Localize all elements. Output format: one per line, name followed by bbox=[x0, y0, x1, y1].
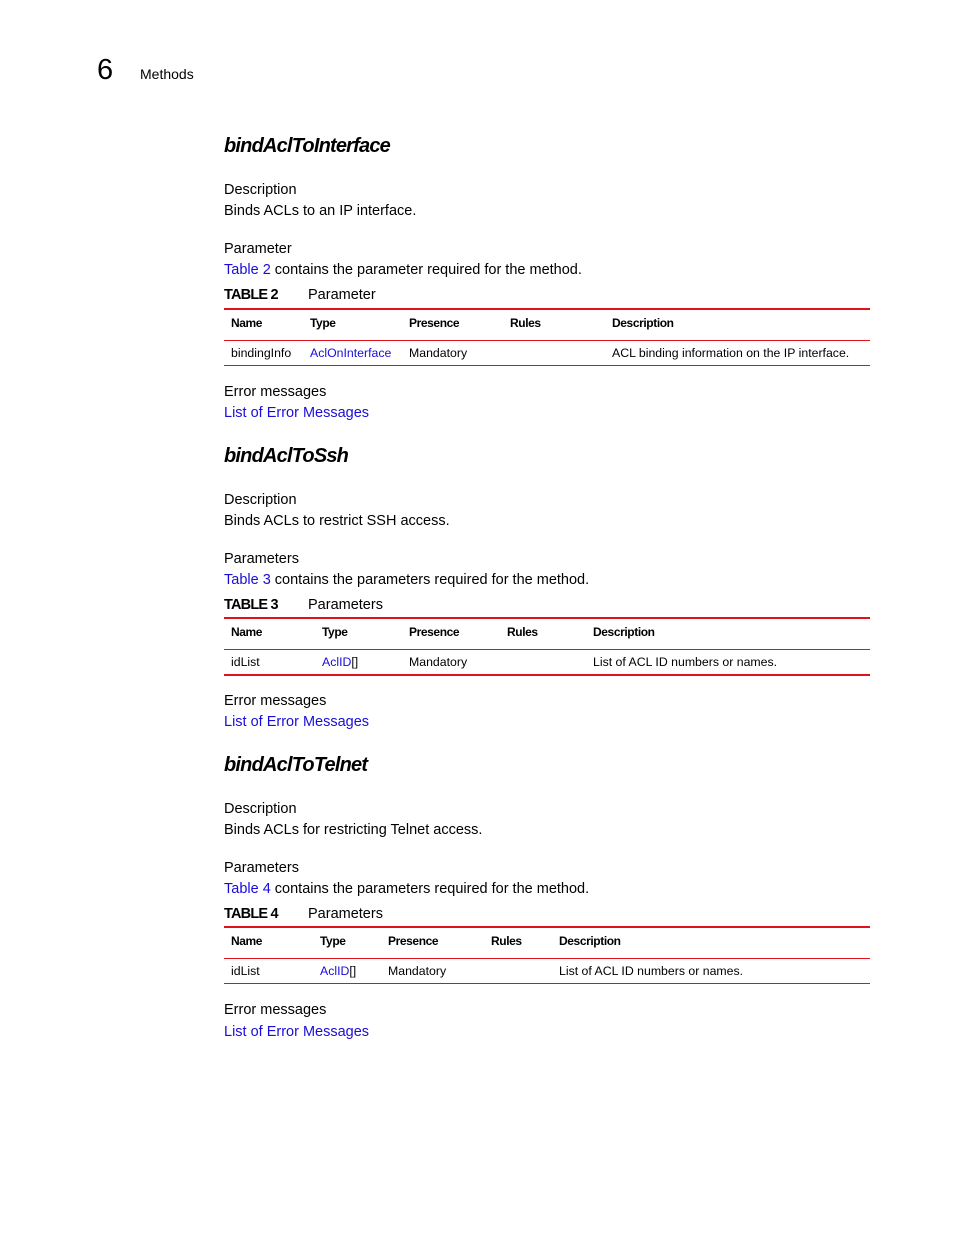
type-suffix: [] bbox=[351, 655, 359, 669]
method-title: bindAclToSsh bbox=[224, 445, 349, 467]
type-link[interactable]: AclID bbox=[320, 964, 350, 978]
table-row bbox=[224, 341, 870, 366]
column-header: Name bbox=[224, 618, 315, 650]
param-name: idList bbox=[224, 959, 313, 984]
param-description: List of ACL ID numbers or names. bbox=[552, 959, 870, 984]
chapter-number: 6 bbox=[97, 54, 114, 86]
table-label: TABLE 3 bbox=[224, 597, 278, 613]
column-header: Rules bbox=[503, 309, 605, 341]
parameters-intro-text: contains the parameter required for the method. bbox=[270, 262, 582, 278]
error-messages-heading: Error messages bbox=[224, 1002, 327, 1018]
param-presence: Mandatory bbox=[402, 341, 503, 366]
error-messages-link-line bbox=[224, 404, 369, 422]
error-messages-link-line bbox=[224, 1023, 369, 1041]
param-rules bbox=[484, 959, 552, 984]
parameters-intro bbox=[224, 261, 582, 279]
description-heading: Description bbox=[224, 492, 297, 508]
description-text: Binds ACLs for restricting Telnet access. bbox=[224, 822, 483, 838]
parameters-heading: Parameters bbox=[224, 860, 299, 876]
param-presence: Mandatory bbox=[402, 650, 500, 676]
description-text: Binds ACLs to an IP interface. bbox=[224, 203, 417, 219]
param-name: idList bbox=[224, 650, 315, 676]
parameter-table bbox=[224, 308, 870, 366]
error-messages-link-line bbox=[224, 713, 369, 731]
table-link[interactable]: Table 2 bbox=[224, 262, 271, 278]
param-description: List of ACL ID numbers or names. bbox=[586, 650, 870, 676]
column-header: Type bbox=[303, 309, 402, 341]
error-messages-heading: Error messages bbox=[224, 384, 327, 400]
column-header: Rules bbox=[484, 927, 552, 959]
table-caption-text: Parameters bbox=[308, 597, 383, 613]
table-caption-text: Parameter bbox=[308, 287, 376, 303]
parameters-heading: Parameter bbox=[224, 241, 292, 257]
table-header-row bbox=[224, 927, 870, 959]
table-caption bbox=[224, 286, 376, 304]
type-link[interactable]: AclID bbox=[322, 655, 352, 669]
table-header-row bbox=[224, 618, 870, 650]
parameter-table bbox=[224, 617, 870, 676]
table-caption bbox=[224, 905, 383, 923]
param-type bbox=[313, 959, 381, 984]
table-link[interactable]: Table 4 bbox=[224, 881, 271, 897]
table-link[interactable]: Table 3 bbox=[224, 572, 271, 588]
table-row bbox=[224, 959, 870, 984]
parameter-table bbox=[224, 926, 870, 984]
column-header: Name bbox=[224, 927, 313, 959]
column-header: Description bbox=[586, 618, 870, 650]
column-header: Description bbox=[552, 927, 870, 959]
parameters-heading: Parameters bbox=[224, 551, 299, 567]
error-messages-link[interactable]: List of Error Messages bbox=[224, 1024, 370, 1040]
description-text: Binds ACLs to restrict SSH access. bbox=[224, 513, 450, 529]
column-header: Name bbox=[224, 309, 303, 341]
column-header: Presence bbox=[402, 618, 500, 650]
chapter-title: Methods bbox=[140, 66, 194, 82]
param-rules bbox=[503, 341, 605, 366]
error-messages-link[interactable]: List of Error Messages bbox=[224, 405, 370, 421]
table-label: TABLE 4 bbox=[224, 906, 278, 922]
param-type bbox=[303, 341, 402, 366]
parameters-intro-text: contains the parameters required for the method. bbox=[270, 572, 590, 588]
column-header: Description bbox=[605, 309, 870, 341]
table-header-row bbox=[224, 309, 870, 341]
table-caption-text: Parameters bbox=[308, 906, 383, 922]
parameters-intro bbox=[224, 571, 589, 589]
parameters-intro-text: contains the parameters required for the method. bbox=[270, 881, 590, 897]
column-header: Rules bbox=[500, 618, 586, 650]
param-rules bbox=[500, 650, 586, 676]
column-header: Presence bbox=[402, 309, 503, 341]
error-messages-heading: Error messages bbox=[224, 693, 327, 709]
type-link[interactable]: AclOnInterface bbox=[310, 346, 392, 360]
description-heading: Description bbox=[224, 182, 297, 198]
column-header: Type bbox=[315, 618, 402, 650]
type-suffix: [] bbox=[349, 964, 357, 978]
method-title: bindAclToTelnet bbox=[224, 754, 368, 776]
error-messages-link[interactable]: List of Error Messages bbox=[224, 714, 370, 730]
param-name: bindingInfo bbox=[224, 341, 303, 366]
column-header: Type bbox=[313, 927, 381, 959]
table-row bbox=[224, 650, 870, 676]
param-type bbox=[315, 650, 402, 676]
description-heading: Description bbox=[224, 801, 297, 817]
param-description: ACL binding information on the IP interface. bbox=[605, 341, 870, 366]
column-header: Presence bbox=[381, 927, 484, 959]
param-presence: Mandatory bbox=[381, 959, 484, 984]
table-caption bbox=[224, 596, 383, 614]
method-title: bindAclToInterface bbox=[224, 135, 390, 157]
parameters-intro bbox=[224, 880, 589, 898]
table-label: TABLE 2 bbox=[224, 287, 278, 303]
